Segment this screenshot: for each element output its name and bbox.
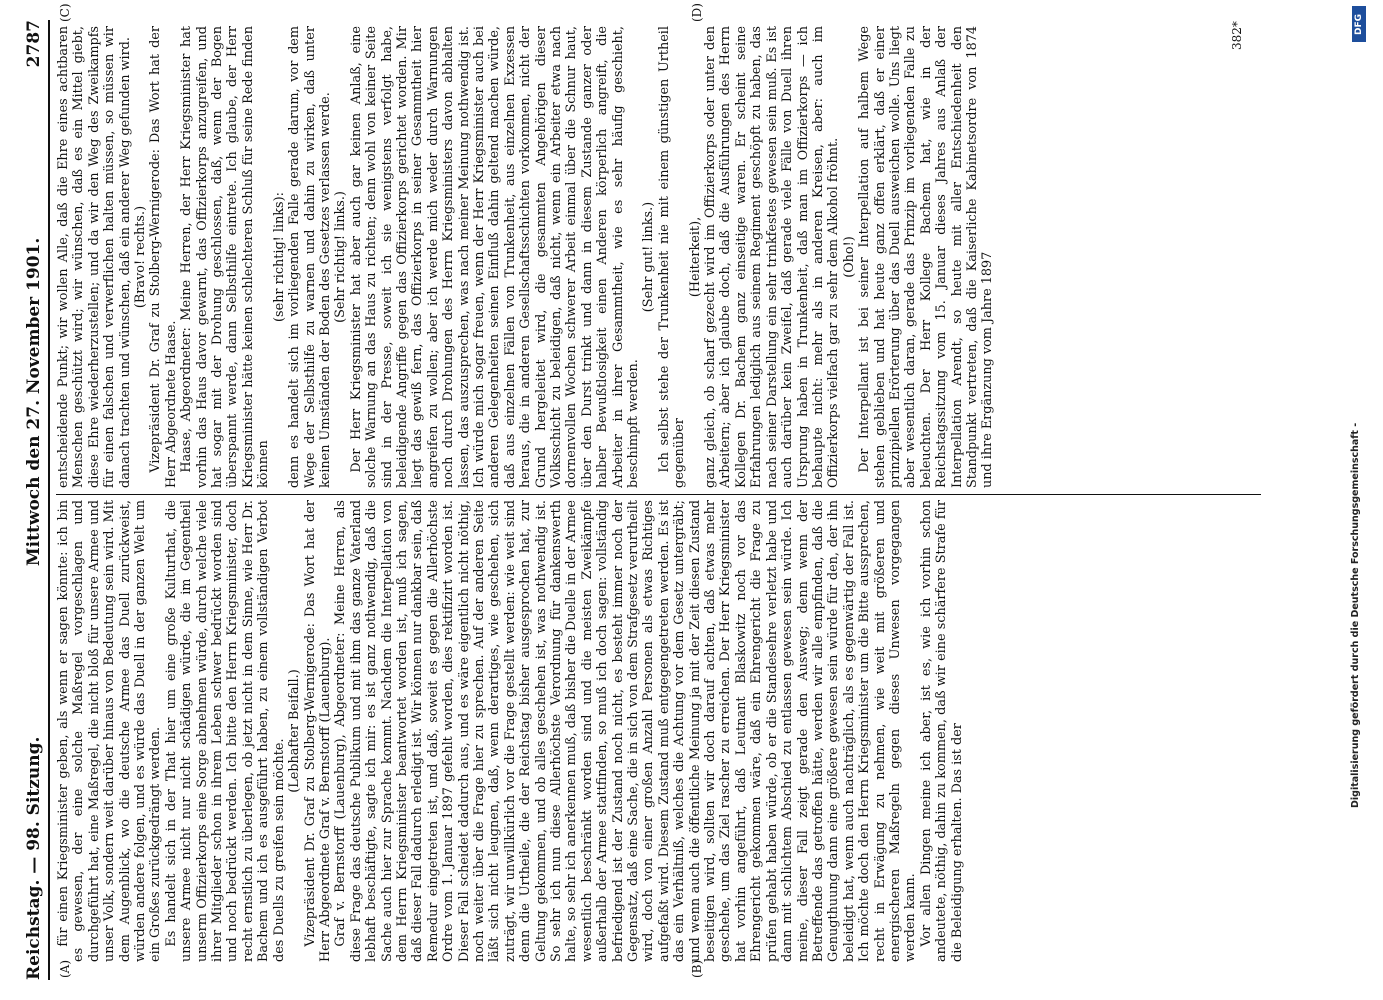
interjection: (Sehr richtig! links.) — [333, 191, 349, 323]
page-number: 2787 — [24, 20, 44, 68]
interjection: (Oho!) — [841, 236, 857, 278]
paragraph: denn es handelt sich im vorliegenden Falle gerade darum, vor dem Wege der Selbsthilfe zu warnen und dahin zu wirken, daß unter keinen Umständen der Boden des Gesetzes verlassen werde. — [287, 26, 333, 488]
header-rule — [48, 20, 50, 980]
dfg-side-strip — [1348, 0, 1383, 1000]
paragraph: Vizepräsident Dr. Graf zu Stolberg-Wernigerode: Das Wort hat der Herr Abgeordnete Haase. — [148, 26, 179, 488]
page-header — [14, 20, 44, 980]
margin-marker-a: (A) — [58, 959, 72, 978]
digitization-note: Digitalisierung gefördert durch die Deutsche Forschungsgemeinschaft - — [1350, 422, 1361, 808]
paragraph: Der Herr Kriegsminister hat aber auch gar keinen Anlaß, eine solche Warnung an das Haus zu richten; denn wohl von keiner Seite sind in der Presse, soweit ich sie wenigstens verfolgt habe, beleidigende Angriffe gegen das Offizierkorps gerichtet worden. Mir liegt das gewiß fern, das Offizierkorps in seiner Gesammtheit hier angreifen zu wollen; aber ich werde mich weder durch Warnungen noch durch Drohungen des Herrn Kriegsministers davon abhalten lassen, das auszusprechen, was nach meiner Meinung nothwendig ist. Ich würde mich sogar freuen, wenn der Herr Kriegsminister auch bei anderen Gelegenheiten seinen Einfluß dahin geltend machen würde, daß aus einzelnen Fällen von Trunkenheit, aus einzelnen Exzessen heraus, die in anderen Gesellschaftsschichten vorkommen, nicht der Grund hergeleitet wird, die gesammten Angehörigen dieser Volksschicht zu beleidigen, daß nicht, wenn ein Arbeiter etwa nach dornenvollen Wochen schwerer Arbeit einmal über die Schnur haut, über den Durst trinkt und dann in diesem Zustande ganzer oder halber Bewußtlosigkeit einen Anderen körperlich angreift, die Arbeiter in ihrer Gesammtheit, wie es sehr häufig geschieht, beschimpft werden. — [348, 26, 642, 488]
margin-marker-d: (D) — [690, 3, 704, 22]
column-divider — [56, 494, 1261, 495]
interjection: (Heiterkeit), — [687, 216, 703, 298]
paragraph: ganz gleich, ob scharf gezecht wird im Offizierkorps oder unter den Arbeitern; aber ich glaube doch, daß die Ausführungen des Herrn Kollegen Dr. Bachem ganz einseitige waren. Er scheint seine Erfahrungen lediglich aus seinem Regiment geschöpft zu haben, das nach seiner Darstellung ein sehr trinkfestes gewesen sein muß. Es ist auch darüber kein Zweifel, daß gerade viele Fälle von Duell ihren Ursprung haben in Trunkenheit, daß man im Offizierkorps — ich behaupte nicht: mehr als in anderen Kreisen, aber: auch im Offizierkorps vielfach gar zu sehr dem Alkohol fröhnt. — [703, 26, 842, 488]
paragraph: Graf v. Bernstorff (Lauenburg), Abgeordneter: Meine Herren, als diese Frage das deutsche Publikum und mit ihm das ganze Vaterland lebhaft beschäftigte, sagte ich mir: es ist ganz nothwendig, daß die Sache auch hier zur Sprache kommt. Nachdem die Interpellation von dem Herrn Kriegsminister beantwortet worden ist, muß ich sagen, daß dieser Fall dadurch erledigt ist. Wir können nur dankbar sein, daß Remedur eingetreten ist, und daß, soweit es gegen die Allerhöchste Ordre vom 1. Januar 1897 gefehlt worden, dies rektifizirt worden ist. Dieser Fall scheidet dadurch aus, und es wäre eigentlich nicht nöthig, noch weiter über die Frage hier zu sprechen. Auf der anderen Seite läßt sich nicht leugnen, daß, wenn derartiges, wie geschehen, sich zuträgt, wir unwillkürlich vor die Frage gestellt werden: wie weit sind denn die Urtheile, die der Reichstag bisher ausgesprochen hat, zur Geltung gekommen, und ob alles geschehen ist, was nothwendig ist. So sehr ich nun diese Allerhöchste Verordnung für dankenswerth halte, so sehr ich anerkennen muß, daß bisher die Duelle in der Armee wesentlich beschränkt worden sind und die meisten Zweikämpfe außerhalb der Armee stattfinden, so muß ich doch sagen: vollständig befriedigend ist der Zustand noch nicht, es besteht immer noch der Gegensatz, daß eine Sache, die in sich von dem Strafgesetz verurtheilt wird, doch von einer großen Anzahl Personen als etwas Richtiges aufgefaßt wird. Diesem Zustand muß entgegengetreten werden. Es ist das ein Verhältniß, welches die Achtung vor dem Gesetz untergräbt; und wenn auch die öffentliche Meinung ja mit der Zeit diesen Zustand beseitigen wird, sollten wir doch darauf achten, daß etwas mehr geschehe, um das Ziel rascher zu erreichen. Der Herr Kriegsminister hat vorhin angeführt, daß Leutnant Blaskowitz noch vor das Ehrengericht gekommen wäre, daß ein Ehrengericht die Frage zu prüfen gehabt haben würde, ob er die Standesehre verletzt habe und dann mit schlichtem Abschied zu entlassen gewesen sein würde. Ich meine, dieser Fall zeigt gerade den Ausweg; denn wenn der Betreffende das getroffen hätte, werden wir alle empfinden, daß die Genugthuung dann eine größere gewesen sein würde für den, der ihn beleidigt hat, wenn auch nachträglich, als es gegenwärtig der Fall ist. Ich möchte doch den Herrn Kriegsminister um die Bitte aussprechen, recht in Erwägung zu nehmen, wie weit mit größeren und energischeren Maßregeln gegen dieses Unwesen vorgegangen werden kann. — [333, 500, 919, 962]
paragraph: entscheidende Punkt; wir wollen Alle, daß die Ehre eines achtbaren Menschen geschützt wird; wir wünschen, daß es ein Mittel giebt, diese Ehre wiederherzustellen; und da wir den Weg des Zweikampfs für einen falschen und verwerflichen halten müssen, so müssen wir danach trachten und wünschen, daß ein anderer Weg gefunden wird. — [56, 26, 133, 488]
sheet-signature: 382* — [1230, 21, 1244, 50]
interjection: (Sehr gut! links.) — [641, 201, 657, 313]
paragraph: Haase, Abgeordneter: Meine Herren, der Herr Kriegsminister hat vorhin das Haus davor gewarnt, das Offizierkorps anzugreifen, und hat sogar mit der Drohung geschlossen, daß, wenn der Bogen überspannt werde, dann Selbsthilfe eintrete. Ich glaube, der Herr Kriegsminister hätte keinen schlechteren Schluß für seine Rede finden können — [179, 26, 272, 488]
paragraph: Der Interpellant ist bei seiner Interpellation auf halbem Wege stehen geblieben und hat heute ganz offen erklärt, daß er einer prinzipiellen Erörterung über das Duell ausweichen wolle. Uns liegt aber wesentlich daran, gerade das Prinzip im vorliegenden Falle zu beleuchten. Der Herr Kollege Bachem hat, wie in der Reichstagssitzung vom 15. Januar dieses Jahres aus Anlaß der Interpellation Arendt, so heute mit aller Entschiedenheit den Standpunkt vertreten, daß die Kaiserliche Kabinetsordre von 1874 und ihre Ergänzung vom Jahre 1897 — [857, 26, 996, 488]
right-column — [56, 26, 1261, 488]
dfg-logo: DFG — [1352, 6, 1366, 42]
paragraph: Vor allen Dingen meine ich aber, ist es, wie ich vorhin schon andeutete, nöthig, dahin zu kommen, daß wir eine schärfere Strafe für die Beleidigung erhalten. Das ist der — [918, 500, 965, 962]
header-left: Reichstag. — 98. Sitzung. — [24, 736, 44, 980]
paragraph: Vizepräsident Dr. Graf zu Stolberg-Wernigerode: Das Wort hat der Herr Abgeordnete Graf v. Bernstorff (Lauenburg). — [302, 500, 333, 962]
paragraph: Es handelt sich in der That hier um eine große Kulturthat, die unsere Armee nicht nur nicht schädigen würde, die im Gegentheil unserm Offizierkorps eine Sorge abnehmen würde, durch welche viele ihrer Mitglieder schon in ihrem Leben schwer bedrückt worden sind und noch bedrückt werden. Ich bitte den Herrn Kriegsminister, doch recht ernstlich zu überlegen, ob jetzt nicht in dem Sinne, wie Herr Dr. Bachem und ich es ausgeführt haben, zu einem vollständigen Verbot des Duells zu greifen sein möchte. — [163, 500, 287, 962]
margin-marker-b: (B) — [690, 959, 704, 978]
paragraph: Ich selbst stehe der Trunkenheit nie mit einem günstigen Urtheil gegenüber — [656, 26, 688, 488]
interjection: (Bravo! rechts.) — [133, 205, 149, 309]
interjection: (Lebhafter Beifall.) — [287, 669, 303, 793]
header-date: Mittwoch den 27. November 1901. — [24, 237, 44, 567]
interjection: (sehr richtig! links): — [271, 192, 287, 322]
paragraph: für einen Kriegsminister geben, als wenn er sagen könnte: ich bin es gewesen, der eine solche Maßregel vorgeschlagen und durchgeführt hat, eine Maßregel, die nicht bloß für unsere Armee und unser Volk, sondern weit darüber hinaus von Bedeutung sein wird. Mit dem Augenblick, wo die deutsche Armee das Duell zurückweist, würden andere folgen, und es würde das Duell in der ganzen Welt um ein Großes zurückgedrängt werden. — [56, 500, 164, 962]
margin-marker-c: (C) — [58, 3, 72, 22]
left-column — [56, 500, 1261, 962]
